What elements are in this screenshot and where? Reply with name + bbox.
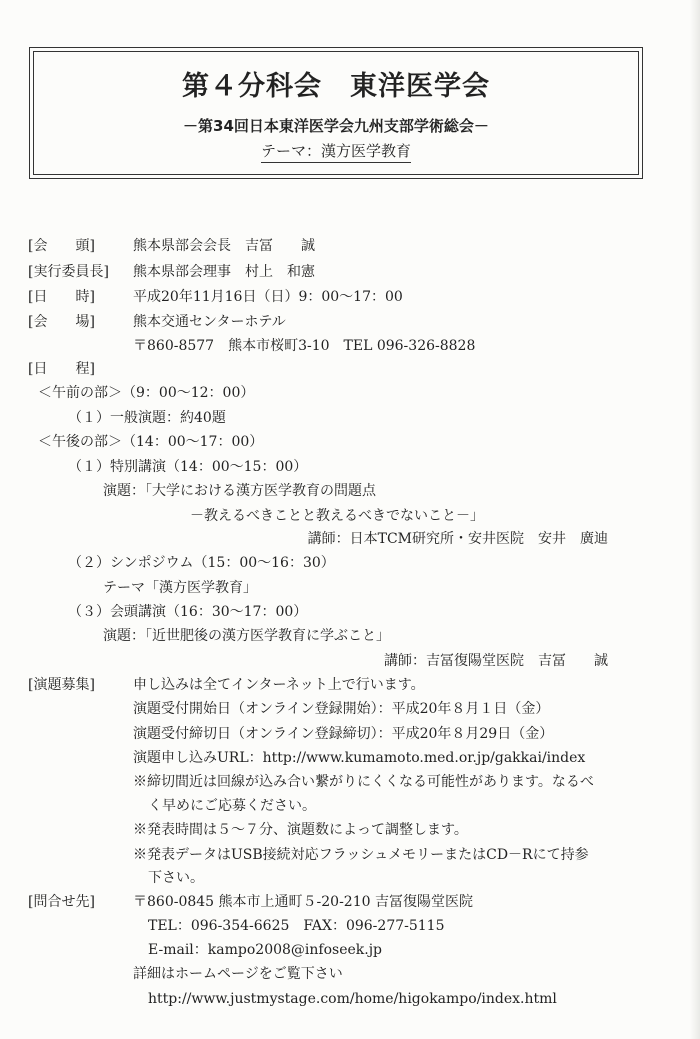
venue-address: 〒860-8577 熊本市桜町3-10 TEL 096-326-8828 <box>133 338 476 354</box>
committee-label: [実行委員長] <box>28 264 109 280</box>
afternoon-item-2: （２）シンポジウム（15：00～16：30） <box>68 555 335 571</box>
committee-value: 熊本県部会理事 村上 和憲 <box>133 264 315 280</box>
contact-email: E-mail：kampo2008@infoseek.jp <box>148 942 383 958</box>
page-title: 第４分科会 東洋医学会 <box>182 71 490 102</box>
call-line-8: ※発表データはUSB接続対応フラッシュメモリーまたはCD－Rにて持参 <box>133 847 589 863</box>
contact-url: http://www.justmystage.com/home/higokampo/index.html <box>148 991 557 1007</box>
call-line-7: ※発表時間は５～７分、演題数によって調整します。 <box>133 822 468 838</box>
call-line-1: 申し込みは全てインターネット上で行います。 <box>133 677 425 693</box>
morning-item-1: （１）一般演題：約40題 <box>68 410 226 426</box>
venue-value: 熊本交通センターホテル <box>133 314 286 330</box>
page-subtitle: －第34回日本東洋医学会九州支部学術総会－ <box>183 117 489 135</box>
call-line-5: ※締切間近は回線が込み合い繋がりにくくなる可能性があります。なるべ <box>133 774 594 790</box>
contact-address: 〒860-0845 熊本市上通町５-20-210 吉冨復陽堂医院 <box>133 894 473 910</box>
item-2-theme: テーマ「漢方医学教育」 <box>103 580 257 596</box>
item-3-speaker: 講師：吉冨復陽堂医院 吉冨 誠 <box>384 653 608 669</box>
call-line-3: 演題受付締切日（オンライン登録締切）：平成20年８月29日（金） <box>133 726 554 742</box>
afternoon-item-3: （３）会頭講演（16：30～17：00） <box>68 604 308 620</box>
venue-label: [会 場] <box>28 314 95 330</box>
chair-value: 熊本県部会会長 吉冨 誠 <box>133 238 315 254</box>
chair-label: [会 頭] <box>28 238 95 254</box>
item-3-topic: 演題：「近世肥後の漢方医学教育に学ぶこと」 <box>103 628 390 644</box>
item-1-speaker: 講師：日本TCM研究所・安井医院 安井 廣迪 <box>307 531 608 547</box>
afternoon-session: ＜午後の部＞（14：00～17：00） <box>38 434 264 450</box>
datetime-label: [日 時] <box>28 289 95 305</box>
datetime-value: 平成20年11月16日（日）9：00～17：00 <box>133 289 403 305</box>
call-line-4: 演題申し込みURL：http://www.kumamoto.med.or.jp/gakkai/index <box>133 750 586 766</box>
schedule-label: [日 程] <box>28 361 95 377</box>
header-box <box>29 47 643 179</box>
contact-details: 詳細はホームページをご覧下さい <box>133 966 343 982</box>
page-edge-shadow <box>690 0 700 1039</box>
theme-line <box>30 140 642 161</box>
call-line-9: 下さい。 <box>148 870 204 886</box>
call-line-6: く早めにご応募ください。 <box>148 798 316 814</box>
item-1-topic: 演題：「大学における漢方医学教育の問題点 <box>103 483 376 499</box>
item-1-topic-continued: －教えるべきことと教えるべきでないこと－」 <box>190 508 484 524</box>
theme-text: テーマ：漢方医学教育 <box>261 142 411 163</box>
contact-label: [問合せ先] <box>28 894 95 910</box>
afternoon-item-1: （１）特別講演（14：00～15：00） <box>68 459 308 475</box>
morning-session: ＜午前の部＞（9：00～12：00） <box>38 385 255 401</box>
contact-phone: TEL：096-354-6625 FAX：096-277-5115 <box>148 918 445 934</box>
call-label: [演題募集] <box>28 677 95 693</box>
call-line-2: 演題受付開始日（オンライン登録開始）：平成20年８月１日（金） <box>133 701 550 717</box>
